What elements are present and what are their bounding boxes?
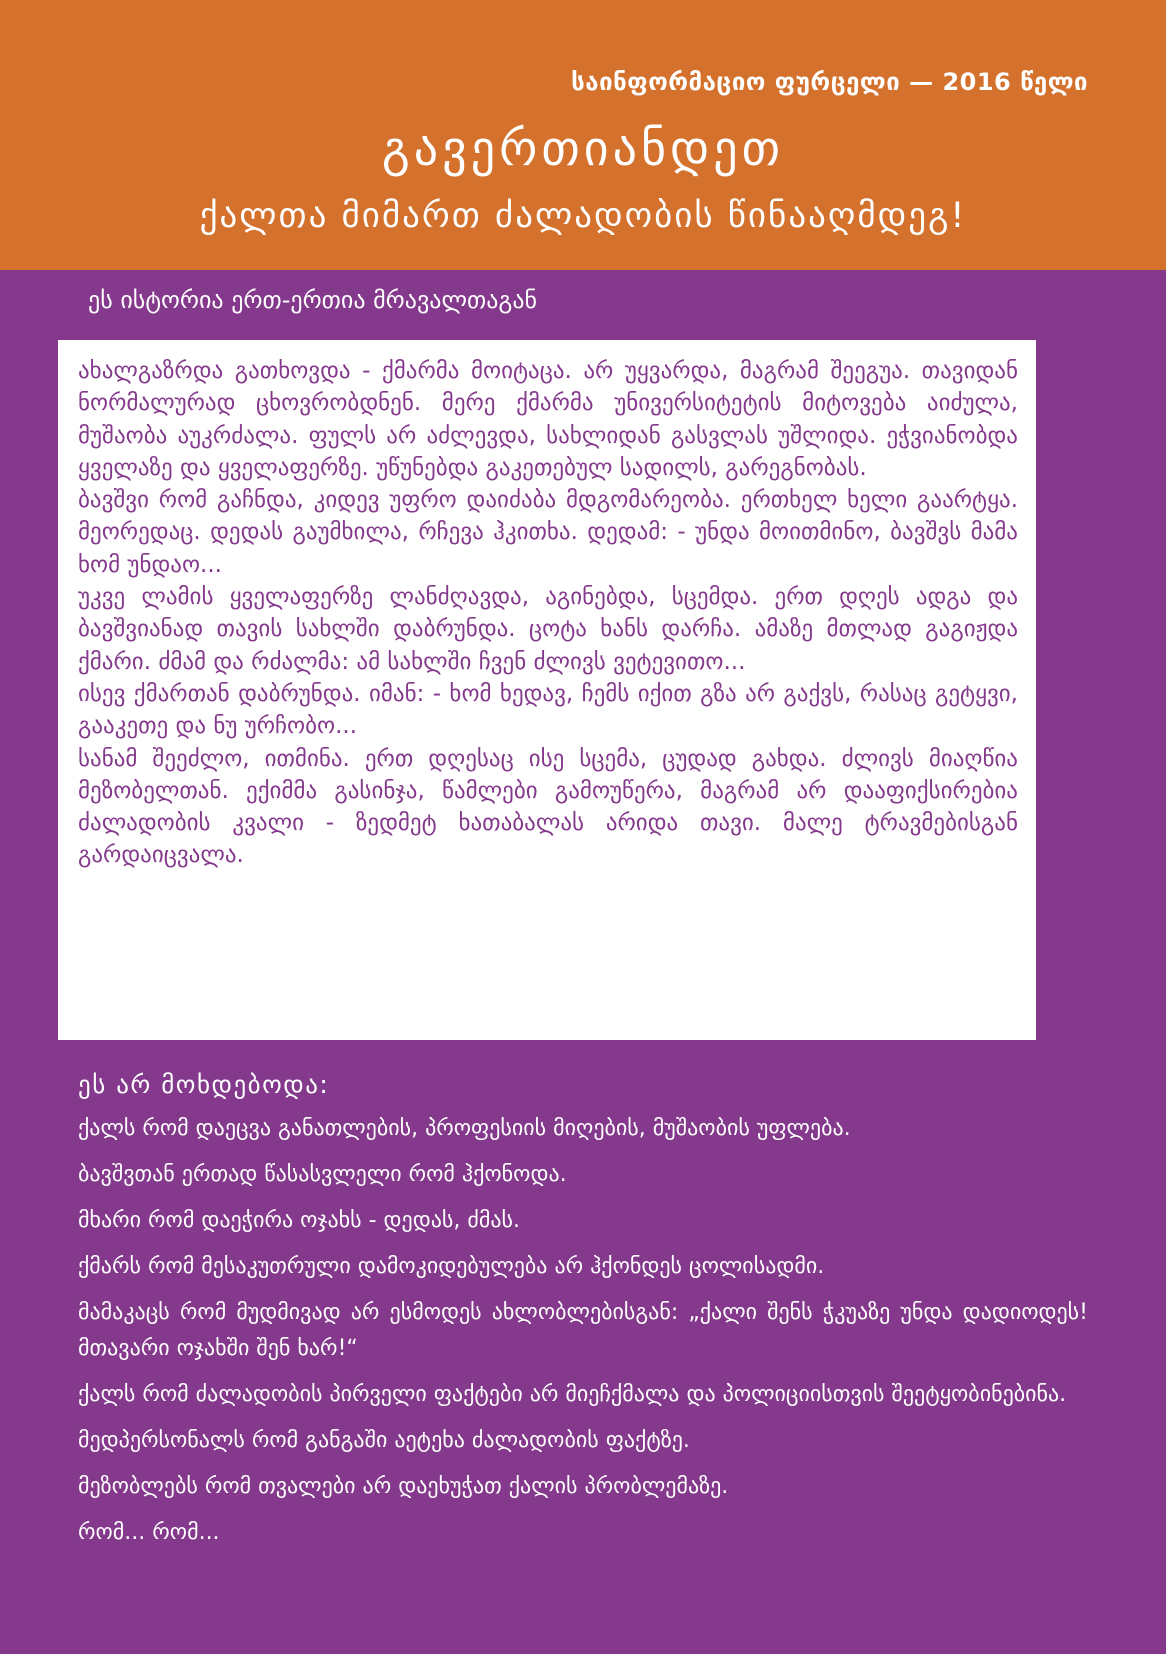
story-paragraph: ბავშვი რომ გაჩნდა, კიდევ უფრო დაიძაბა მდგომარეობა. ერთხელ ხელი გაარტყა. მეორედაც. დედას გაუმხილა, რჩევა ჰკითხა. დედამ: - უნდა მოითმინო, ბავშვს მამა ხომ უნდაო... bbox=[78, 487, 1018, 578]
prevention-item: რომ... რომ... bbox=[78, 1520, 220, 1545]
header-banner bbox=[0, 0, 1166, 270]
page-title: გავერთიანდეთ bbox=[381, 121, 785, 177]
prevention-item: ქმარს რომ მესაკუთრული დამოკიდებულება არ ჰქონდეს ცოლისადმი. bbox=[78, 1254, 825, 1279]
story-paragraph: ახალგაზრდა გათხოვდა - ქმარმა მოიტაცა. არ უყვარდა, მაგრამ შეეგუა. თავიდან ნორმალურად ცხოვრობდნენ. მერე ქმარმა უნივერსიტეტის მიტოვება აიძულა, მუშაობა აუკრძალა. ფულს არ აძლევდა, სახლიდან გასვლას უშლიდა. ეჭვიანობდა ყველაზე და ყველაფერზე. უწუნებდა გაკეთებულ სადილს, გარეგნობას. bbox=[78, 358, 1018, 481]
page-subtitle: ქალთა მიმართ ძალადობის წინააღმდეგ! bbox=[199, 196, 967, 236]
section-heading: ეს არ მოხდებოდა: bbox=[78, 1070, 330, 1099]
story-paragraph: უკვე ლამის ყველაფერზე ლანძღავდა, აგინებდა, სცემდა. ერთ დღეს ადგა და ბავშვიანად თავის სახლში დაბრუნდა. ცოტა ხანს დარჩა. ამაზე მთლად გაგიჟდა ქმარი. ძმამ და რძალმა: ამ სახლში ჩვენ ძლივს ვეტევითო... bbox=[78, 584, 1018, 675]
prevention-item: ქალს რომ ძალადობის პირველი ფაქტები არ მიეჩქმალა და პოლიციისთვის შეეტყობინებინა. bbox=[78, 1382, 1067, 1407]
prevention-item: ქალს რომ დაეცვა განათლების, პროფესიის მიღების, მუშაობის უფლება. bbox=[78, 1116, 851, 1141]
prevention-section bbox=[78, 1070, 1088, 1561]
story-text bbox=[78, 355, 1018, 872]
leaflet-date-line: საინფორმაციო ფურცელი — 2016 წელი bbox=[571, 68, 1088, 96]
prevention-item: ბავშვთან ერთად წასასვლელი რომ ჰქონოდა. bbox=[78, 1162, 567, 1187]
prevention-item: მხარი რომ დაეჭირა ოჯახს - დედას, ძმას. bbox=[78, 1208, 521, 1233]
story-paragraph: ისევ ქმართან დაბრუნდა. იმან: - ხომ ხედავ, ჩემს იქით გზა არ გაქვს, რასაც გეტყვი, გააკეთე და ნუ ურჩობო... bbox=[78, 680, 1018, 740]
prevention-item: მამაკაცს რომ მუდმივად არ ესმოდეს ახლობლებისგან: „ქალი შენს ჭკუაზე უნდა დადიოდეს! მთავარი ოჯახში შენ ხარ!“ bbox=[78, 1300, 1088, 1361]
prevention-item: მედპერსონალს რომ განგაში აეტეხა ძალადობის ფაქტზე. bbox=[78, 1428, 690, 1453]
story-intro: ეს ისტორია ერთ-ერთია მრავალთაგან bbox=[88, 286, 538, 314]
story-box bbox=[58, 340, 1036, 1040]
prevention-item: მეზობლებს რომ თვალები არ დაეხუჭათ ქალის პრობლემაზე. bbox=[78, 1474, 729, 1499]
story-paragraph: სანამ შეეძლო, ითმინა. ერთ დღესაც ისე სცემა, ცუდად გახდა. ძლივს მიაღწია მეზობელთან. ექიმმა გასინჯა, წამლები გამოუწერა, მაგრამ არ დააფიქსირებია ძალადობის კვალი - ზედმეტ ხათაბალას არიდა თავი. მალე ტრავმებისგან გარდაიცვალა. bbox=[78, 745, 1018, 869]
